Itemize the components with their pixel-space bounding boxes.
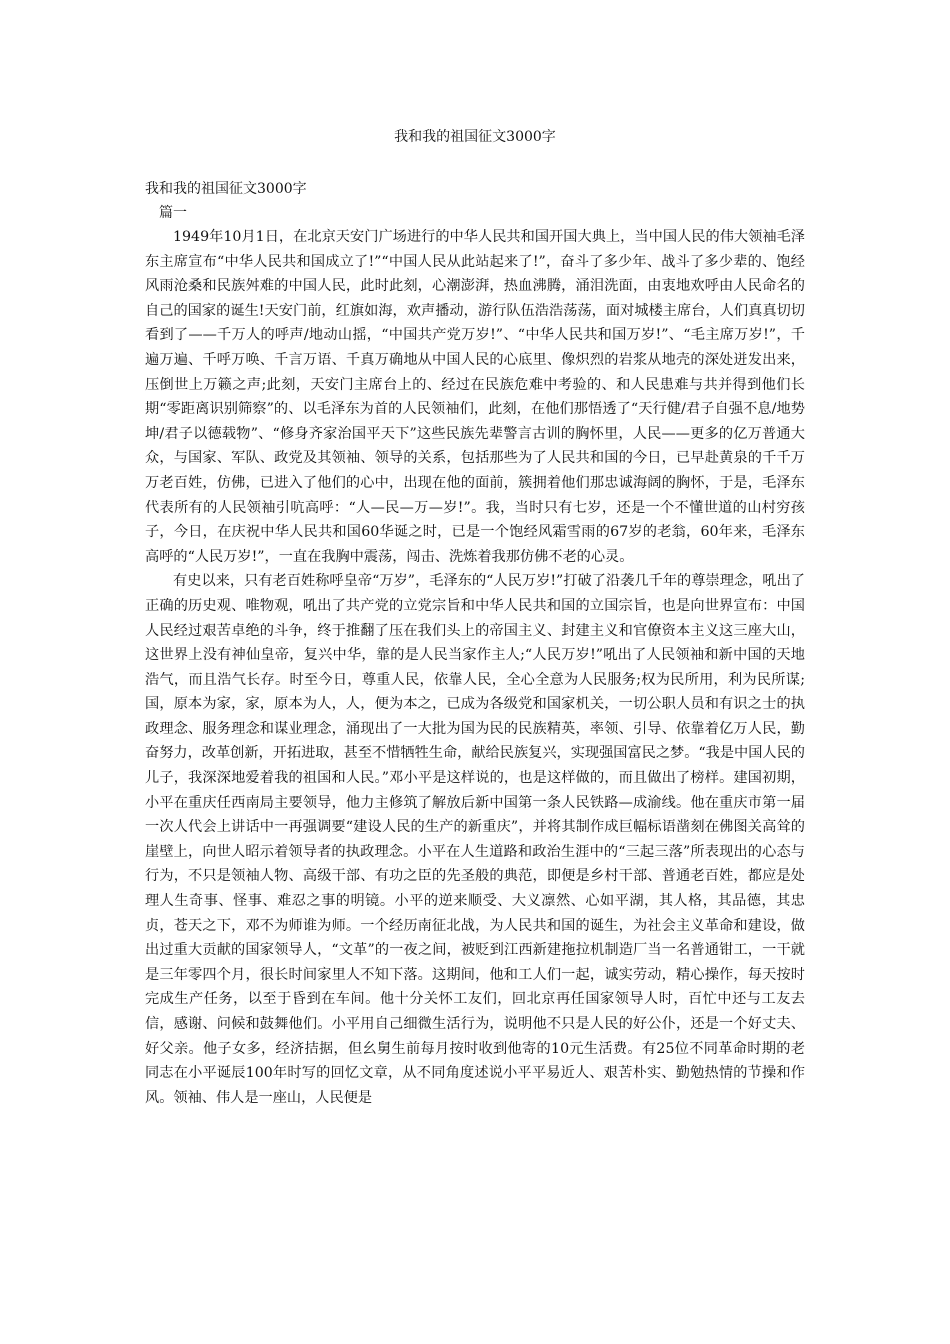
document-body xyxy=(145,177,805,1110)
paragraph-2: 有史以来，只有老百姓称呼皇帝“万岁”，毛泽东的“人民万岁!”打破了沿袭几千年的尊崇理念，吼出了正确的历史观、唯物观，吼出了共产党的立党宗旨和中华人民共和国的立国宗旨，也是向世界宣布：中国人民经过艰苦卓绝的斗争，终于推翻了压在我们头上的帝国主义、封建主义和官僚资本主义这三座大山，这世界上没有神仙皇帝，复兴中华，靠的是人民当家作主人;“人民万岁!”吼出了人民领袖和新中国的天地浩气，而且浩气长存。时至今日，尊重人民，依靠人民，全心全意为人民服务;权为民所用，利为民所谋;国，原本为家，家，原本为人，人，便为本之，已成为各级党和国家机关，一切公职人员和有识之士的执政理念、服务理念和谋业理念，涌现出了一大批为国为民的民族精英，率领、引导、依靠着亿万人民，勤奋努力，改革创新，开拓进取，甚至不惜牺牲生命，献给民族复兴，实现强国富民之梦。“我是中国人民的儿子，我深深地爱着我的祖国和人民。”邓小平是这样说的，也是这样做的，而且做出了榜样。建国初期，小平在重庆任西南局主要领导，他力主修筑了解放后新中国第一条人民铁路—成渝线。他在重庆市第一届一次人代会上讲话中一再强调要“建设人民的生产的新重庆”，并将其制作成巨幅标语凿刻在佛图关高耸的崖壁上，向世人昭示着领导者的执政理念。小平在人生道路和政治生涯中的“三起三落”所表现出的心态与行为，不只是领袖人物、高级干部、有功之臣的先圣般的典范，即便是乡村干部、普通老百姓，都应是处理人生奇事、怪事、难忍之事的明镜。小平的逆来顺受、大义凛然、心如平湖，其人格，其品德，其忠贞，苍天之下，邓不为师谁为师。一个经历南征北战，为人民共和国的诞生，为社会主义革命和建设，做出过重大贡献的国家领导人，“文革”的一夜之间，被贬到江西新建拖拉机制造厂当一名普通钳工，一干就是三年零四个月，很长时间家里人不知下落。这期间，他和工人们一起，诚实劳动，精心操作，每天按时完成生产任务，以至于昏到在车间。他十分关怀工友们，回北京再任国家领导人时，百忙中还与工友去信，感谢、问候和鼓舞他们。小平用自己细微生活行为，说明他不只是人民的好公仆，还是一个好丈夫、好父亲。他子女多，经济拮据，但幺舅生前每月按时收到他寄的10元生活费。有25位不同革命时期的老同志在小平诞辰100年时写的回忆文章，从不同角度述说小平平易近人、艰苦朴实、勤勉热情的节操和作风。领袖、伟人是一座山，人民便是 xyxy=(145,573,805,1106)
document-title: 我和我的祖国征文3000字 xyxy=(394,129,556,145)
document-subtitle: 我和我的祖国征文3000字 xyxy=(145,181,307,197)
section-label: 篇一 xyxy=(159,205,187,221)
paragraph-1: 1949年10月1日，在北京天安门广场进行的中华人民共和国开国大典上，当中国人民的伟大领袖毛泽东主席宣布“中华人民共和国成立了!”“中国人民从此站起来了!”，奋斗了多少年、战斗了多少辈的、饱经风雨沧桑和民族舛难的中国人民，此时此刻，心潮澎湃，热血沸腾，涌泪洗面，由衷地欢呼由人民命名的自己的国家的诞生!天安门前，红旗如海，欢声播动，游行队伍浩浩荡荡，面对城楼主席台，人们真真切切看到了——千万人的呼声/地动山摇，“中国共产党万岁!”、“中华人民共和国万岁!”、“毛主席万岁!”，千遍万遍、千呼万唤、千言万语、千真万确地从中国人民的心底里、像炽烈的岩浆从地壳的深处迸发出来，压倒世上万籁之声;此刻，天安门主席台上的、经过在民族危难中考验的、和人民患难与共并得到他们长期“零距离识别筛察”的、以毛泽东为首的人民领袖们，此刻，在他们那悟透了“天行健/君子自强不息/地势坤/君子以德载物”、“修身齐家治国平天下”这些民族先辈警言古训的胸怀里，人民——更多的亿万普通大众，与国家、军队、政党及其领袖、领导的关系，包括那些为了人民共和国的今日，已早赴黄泉的千千万万老百姓，仿佛，已进入了他们的心中，出现在他的面前，簇拥着他们那忠诚海阔的胸怀，于是，毛泽东代表所有的人民领袖引吭高呼：“人—民—万—岁!”。我，当时只有七岁，还是一个不懂世道的山村穷孩子，今日，在庆祝中华人民共和国60华诞之时，已是一个饱经风霜雪雨的67岁的老翁，60年来，毛泽东高呼的“人民万岁!”，一直在我胸中震荡，闯击、洗炼着我那仿佛不老的心灵。 xyxy=(145,229,805,565)
